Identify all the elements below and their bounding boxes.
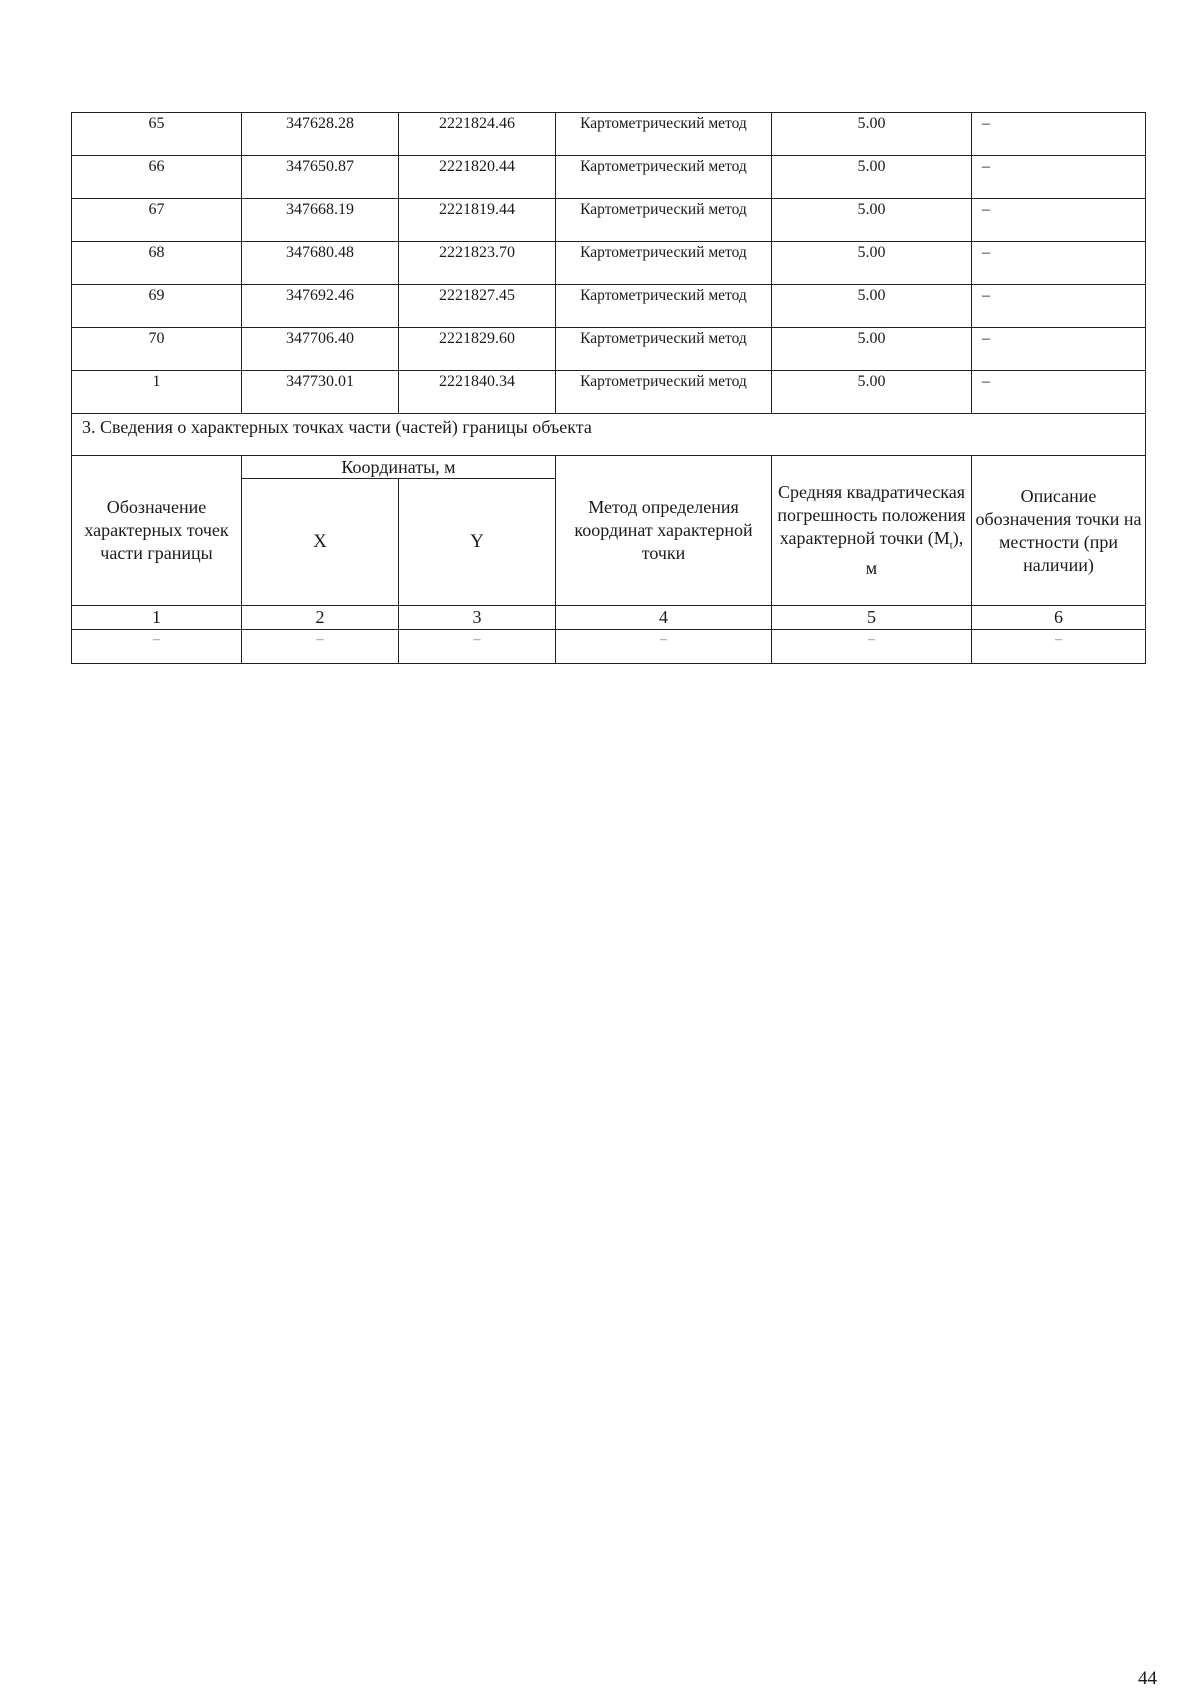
empty-cell: –: [242, 630, 399, 664]
method-cell: Картометрический метод: [556, 113, 772, 156]
point-id-cell: 68: [72, 242, 242, 285]
header-error-prefix: Средняя квадратическая погрешность положения характерной точки (M: [777, 481, 966, 548]
x-coordinate-cell: 347730.01: [242, 371, 399, 414]
point-id-cell: 70: [72, 328, 242, 371]
column-number: 1: [72, 606, 242, 630]
column-number: 2: [242, 606, 399, 630]
description-cell: –: [972, 371, 1146, 414]
column-numbers-row: [72, 606, 1146, 630]
y-coordinate-cell: 2221824.46: [399, 113, 556, 156]
error-cell: 5.00: [772, 113, 972, 156]
x-coordinate-cell: 347706.40: [242, 328, 399, 371]
page-number: 44: [1138, 1668, 1157, 1689]
description-cell: –: [972, 285, 1146, 328]
x-coordinate-cell: 347650.87: [242, 156, 399, 199]
description-cell: –: [972, 328, 1146, 371]
column-number: 5: [772, 606, 972, 630]
point-row: [72, 199, 1146, 242]
point-id-cell: 66: [72, 156, 242, 199]
y-coordinate-cell: 2221819.44: [399, 199, 556, 242]
point-id-cell: 1: [72, 371, 242, 414]
y-coordinate-cell: 2221840.34: [399, 371, 556, 414]
point-row: [72, 156, 1146, 199]
error-cell: 5.00: [772, 156, 972, 199]
empty-cell: –: [72, 630, 242, 664]
point-row: [72, 328, 1146, 371]
column-number: 6: [972, 606, 1146, 630]
header-y: Y: [399, 479, 556, 606]
header-description: Описание обозначения точки на местности (при наличии): [972, 456, 1146, 606]
empty-cell: –: [556, 630, 772, 664]
x-coordinate-cell: 347668.19: [242, 199, 399, 242]
method-cell: Картометрический метод: [556, 371, 772, 414]
point-id-cell: 67: [72, 199, 242, 242]
point-row: [72, 371, 1146, 414]
header-error-suffix: ), м: [865, 527, 964, 579]
column-number: 4: [556, 606, 772, 630]
header-x: X: [242, 479, 399, 606]
method-cell: Картометрический метод: [556, 285, 772, 328]
x-coordinate-cell: 347628.28: [242, 113, 399, 156]
method-cell: Картометрический метод: [556, 156, 772, 199]
method-cell: Картометрический метод: [556, 242, 772, 285]
empty-cell: –: [972, 630, 1146, 664]
header-method: Метод определения координат характерной точки: [556, 456, 772, 606]
section-3-title: 3. Сведения о характерных точках части (частей) границы объекта: [72, 414, 1146, 456]
y-coordinate-cell: 2221827.45: [399, 285, 556, 328]
point-id-cell: 65: [72, 113, 242, 156]
empty-data-row: [72, 630, 1146, 664]
method-cell: Картометрический метод: [556, 199, 772, 242]
boundary-points-table: [71, 112, 1146, 664]
header-designation: Обозначение характерных точек части границы: [72, 456, 242, 606]
error-cell: 5.00: [772, 328, 972, 371]
description-cell: –: [972, 156, 1146, 199]
header-error: [772, 456, 972, 606]
y-coordinate-cell: 2221823.70: [399, 242, 556, 285]
error-cell: 5.00: [772, 242, 972, 285]
header-error-sub: t: [949, 539, 953, 552]
empty-cell: –: [399, 630, 556, 664]
point-row: [72, 242, 1146, 285]
description-cell: –: [972, 113, 1146, 156]
method-cell: Картометрический метод: [556, 328, 772, 371]
empty-cell: –: [772, 630, 972, 664]
description-cell: –: [972, 242, 1146, 285]
description-cell: –: [972, 199, 1146, 242]
header-coordinates: Координаты, м: [242, 456, 556, 479]
y-coordinate-cell: 2221829.60: [399, 328, 556, 371]
section-3-header-row: [72, 456, 1146, 479]
x-coordinate-cell: 347680.48: [242, 242, 399, 285]
error-cell: 5.00: [772, 371, 972, 414]
point-rows: [72, 113, 1146, 664]
y-coordinate-cell: 2221820.44: [399, 156, 556, 199]
column-number: 3: [399, 606, 556, 630]
section-3-row: [72, 414, 1146, 456]
error-cell: 5.00: [772, 285, 972, 328]
x-coordinate-cell: 347692.46: [242, 285, 399, 328]
point-id-cell: 69: [72, 285, 242, 328]
point-row: [72, 285, 1146, 328]
error-cell: 5.00: [772, 199, 972, 242]
point-row: [72, 113, 1146, 156]
